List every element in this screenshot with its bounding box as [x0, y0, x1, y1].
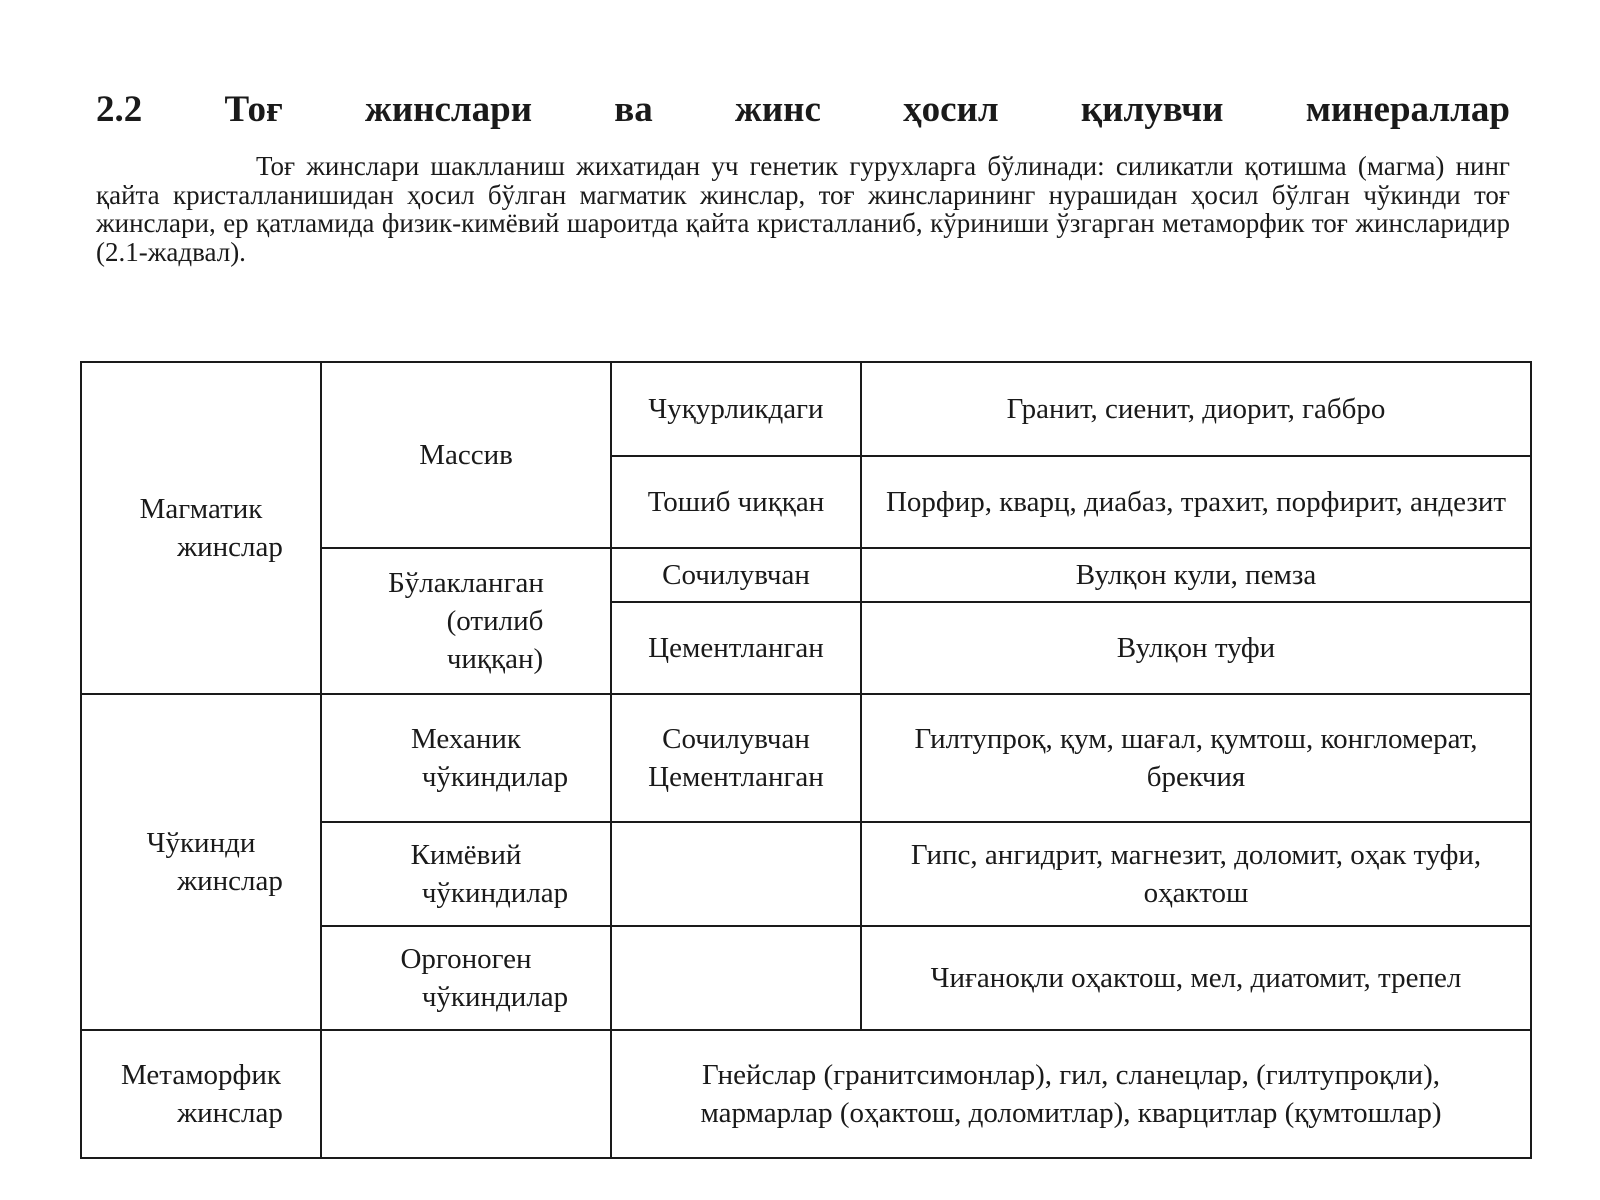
cell-line: (отилиб [446, 605, 544, 637]
section-heading [96, 88, 1510, 132]
table-row [81, 362, 1531, 456]
type-deep: Чуқурликдаги [611, 362, 861, 456]
cell-line: чўкиндилар [421, 877, 569, 909]
subgroup-clastic [321, 548, 611, 694]
cell-line: чўкиндилар [421, 981, 569, 1013]
type-cemented: Цементланган [611, 602, 861, 694]
heading-word: ва [614, 89, 653, 130]
cell-line: чиққан) [446, 643, 544, 675]
group-sedimentary [81, 694, 321, 1030]
cell-line: Магматик [139, 493, 263, 525]
intro-paragraph: Тоғ жинслари шаклланиш жихатидан уч генетик гурухларга бўлинади: силикатли қотишма (магма) нинг қайта кристалланишидан ҳосил бўлган магматик жинслар, тоғ жинсларининг нурашидан ҳосил бўлган чўкинди тоғ жинслари, ер қатламида физик-кимёвий шароитда қайта кристалланиб, кўриниши ўзгарган метаморфик тоғ жинсларидир (2.1-жадвал). [96, 151, 1510, 267]
cell-line: Цементланган [648, 761, 824, 793]
examples-deep: Гранит, сиенит, диорит, габбро [861, 362, 1531, 456]
subgroup-empty [321, 1030, 611, 1158]
examples-chemical: Гипс, ангидрит, магнезит, доломит, оҳак туфи, оҳактош [861, 822, 1531, 926]
type-empty [611, 822, 861, 926]
table-row [81, 1030, 1531, 1158]
cell-line: Гнейслар (гранитсимонлар), гил, сланецлар, (гилтупроқли), [702, 1059, 1440, 1091]
examples-effusive: Порфир, кварц, диабаз, трахит, порфирит, андезит [861, 456, 1531, 548]
cell-line: Бўлакланган [388, 567, 544, 599]
subgroup-organogenic [321, 926, 611, 1030]
cell-line: чўкиндилар [421, 761, 569, 793]
cell-line: Механик [410, 723, 521, 755]
subgroup-massive: Массив [321, 362, 611, 548]
heading-word: минераллар [1305, 89, 1510, 130]
type-empty [611, 926, 861, 1030]
subgroup-chemical [321, 822, 611, 926]
cell-line: Оргоноген [400, 943, 532, 975]
subgroup-mechanical [321, 694, 611, 822]
type-mechanical [611, 694, 861, 822]
cell-line: Кимёвий [410, 839, 522, 871]
cell-line: жинслар [177, 1097, 283, 1129]
examples-organogenic: Чиғаноқли оҳактош, мел, диатомит, трепел [861, 926, 1531, 1030]
heading-word: Тоғ [224, 89, 283, 130]
examples-loose: Вулқон кули, пемза [861, 548, 1531, 602]
heading-number: 2.2 [96, 89, 143, 130]
examples-mechanical: Гилтупроқ, қум, шағал, қумтош, конгломерат, брекчия [861, 694, 1531, 822]
heading-word: қилувчи [1080, 89, 1224, 130]
rock-classification-table [80, 361, 1532, 1159]
group-magmatic [81, 362, 321, 694]
cell-line: жинслар [177, 865, 283, 897]
type-effusive: Тошиб чиққан [611, 456, 861, 548]
cell-line: Метаморфик [121, 1059, 281, 1091]
cell-line: Сочилувчан [662, 723, 810, 755]
cell-line: жинслар [177, 531, 283, 563]
heading-word: жинс [734, 89, 821, 130]
cell-line: Чўкинди [146, 827, 256, 859]
heading-word: жинслари [365, 89, 533, 130]
cell-line: мармарлар (оҳактош, доломитлар), кварцитлар (қумтошлар) [700, 1097, 1442, 1129]
table-row [81, 694, 1531, 822]
examples-cemented: Вулқон туфи [861, 602, 1531, 694]
examples-metamorphic [611, 1030, 1531, 1158]
group-metamorphic [81, 1030, 321, 1158]
type-loose: Сочилувчан [611, 548, 861, 602]
heading-word: ҳосил [903, 89, 999, 130]
